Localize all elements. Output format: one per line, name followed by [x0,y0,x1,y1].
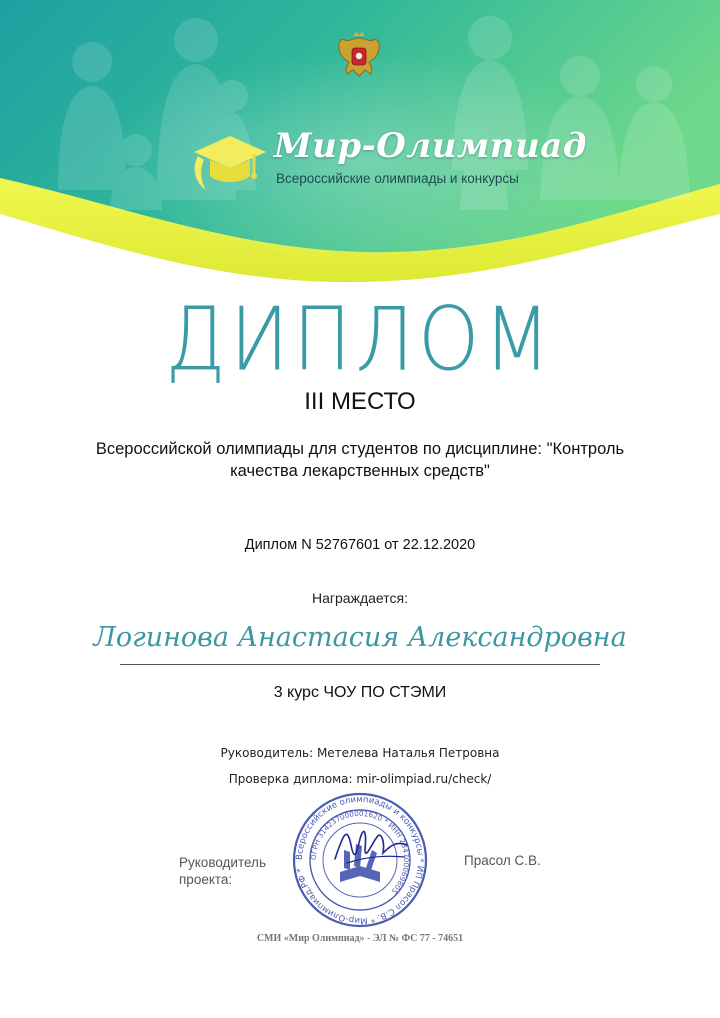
site-logo [190,122,587,202]
logo-title: Мир-Олимпиад [274,126,587,166]
awarded-label: Награждается: [312,590,408,606]
discipline-text: Всероссийской олимпиады для студентов по дисциплине: "Контроль качества лекарственных средств" [95,440,625,480]
graduation-cap-icon [190,130,268,196]
diploma-number: Диплом N 52767601 от 22.12.2020 [244,537,476,553]
project-lead-label: Руководитель проекта: [179,855,266,887]
signer-name: Прасол С.В. [464,853,541,868]
course-text: 3 курс ЧОУ ПО СТЭМИ [273,684,447,701]
russian-coat-of-arms-icon [333,30,385,82]
seal-outer-text: Всероссийские олимпиады и конкурсы * ИП Прасол С.В. * Мир-Олимпиад.РФ * [294,794,426,926]
recipient-underline [120,664,600,665]
supervisor-text: Руководитель: Метелева Наталья Петровна [220,746,500,760]
handwritten-signature [325,815,415,875]
logo-subtitle: Всероссийские олимпиады и конкурсы [276,171,519,186]
footer-registration: СМИ «Мир Олимпиад» - ЭЛ № ФС 77 - 74651 [256,933,464,944]
diploma-title: ДИПЛОМ [165,290,555,391]
recipient-name: Логинова Анастасия Александровна [93,622,627,653]
check-link-text: Проверка диплома: mir-olimpiad.ru/check/ [228,772,492,786]
place-label: III МЕСТО [304,388,416,415]
seal-inner-text: ОГРН 314237000001620 * ИНН 234700069805 [308,808,412,896]
